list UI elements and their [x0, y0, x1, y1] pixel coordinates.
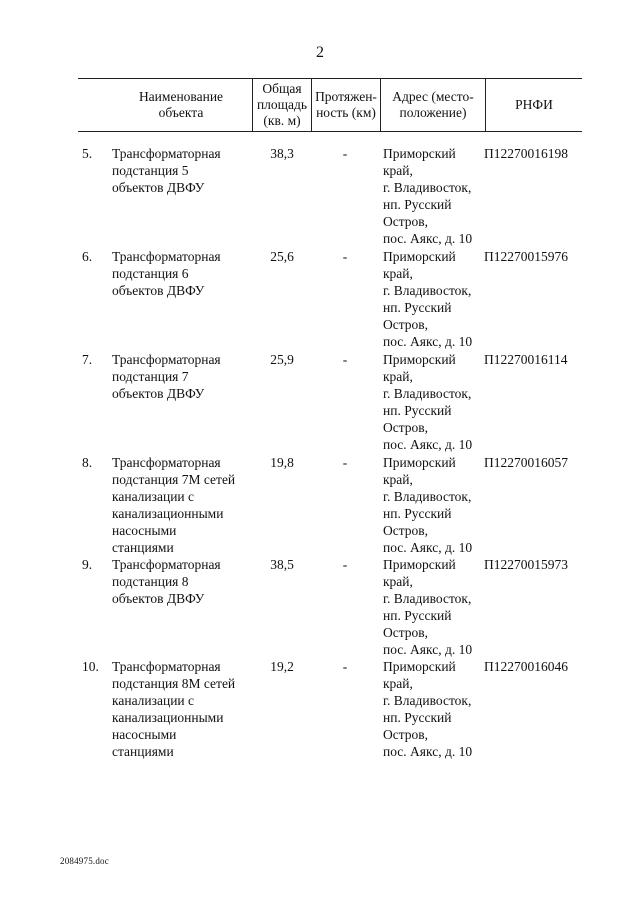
- object-length: -: [342, 659, 348, 674]
- object-rnfi: П12270016114: [484, 352, 568, 367]
- header-address: Адрес (место- положение): [392, 89, 474, 120]
- object-address: Приморский край, г. Владивосток, нп. Русский Остров, пос. Аякс, д. 10: [383, 659, 473, 759]
- object-area: 25,9: [270, 352, 294, 367]
- row-number: 10.: [82, 659, 99, 674]
- header-area: Общая площадь (кв. м): [256, 81, 308, 128]
- document-footer: 2084975.doc: [60, 856, 109, 866]
- object-area: 19,2: [270, 659, 294, 674]
- object-length: -: [342, 352, 348, 367]
- row-number: 6.: [82, 249, 93, 264]
- object-rnfi: П12270015973: [484, 557, 568, 572]
- object-area: 38,5: [270, 557, 294, 572]
- object-address: Приморский край, г. Владивосток, нп. Русский Остров, пос. Аякс, д. 10: [383, 557, 473, 657]
- object-area: 38,3: [270, 146, 294, 161]
- object-address: Приморский край, г. Владивосток, нп. Русский Остров, пос. Аякс, д. 10: [383, 146, 473, 246]
- row-number: 8.: [82, 455, 93, 470]
- object-rnfi: П12270015976: [484, 249, 568, 264]
- object-address: Приморский край, г. Владивосток, нп. Русский Остров, пос. Аякс, д. 10: [383, 249, 473, 349]
- object-name: Трансформаторная подстанция 8М сетей канализации с канализационными насосными станциями: [112, 659, 236, 759]
- object-rnfi: П12270016198: [484, 146, 568, 161]
- object-area: 19,8: [270, 455, 294, 470]
- object-length: -: [342, 557, 348, 572]
- object-length: -: [342, 146, 348, 161]
- object-name: Трансформаторная подстанция 5 объектов ДВФУ: [112, 146, 221, 195]
- row-number: 9.: [82, 557, 93, 572]
- header-rnfi: РНФИ: [515, 97, 553, 112]
- object-name: Трансформаторная подстанция 6 объектов ДВФУ: [112, 249, 221, 298]
- header-length: Протяжен- ность (км): [315, 89, 377, 120]
- object-name: Трансформаторная подстанция 8 объектов ДВФУ: [112, 557, 221, 606]
- object-rnfi: П12270016046: [484, 659, 568, 674]
- object-address: Приморский край, г. Владивосток, нп. Русский Остров, пос. Аякс, д. 10: [383, 455, 473, 555]
- page-number: 2: [316, 44, 324, 61]
- row-number: 7.: [82, 352, 93, 367]
- header-name: Наименование объекта: [138, 89, 224, 120]
- object-rnfi: П12270016057: [484, 455, 568, 470]
- object-address: Приморский край, г. Владивосток, нп. Русский Остров, пос. Аякс, д. 10: [383, 352, 473, 452]
- object-length: -: [342, 249, 348, 264]
- object-name: Трансформаторная подстанция 7 объектов ДВФУ: [112, 352, 221, 401]
- object-length: -: [342, 455, 348, 470]
- table-header: [78, 78, 582, 132]
- object-name: Трансформаторная подстанция 7М сетей канализации с канализационными насосными станциями: [112, 455, 236, 555]
- object-area: 25,6: [270, 249, 294, 264]
- row-number: 5.: [82, 146, 93, 161]
